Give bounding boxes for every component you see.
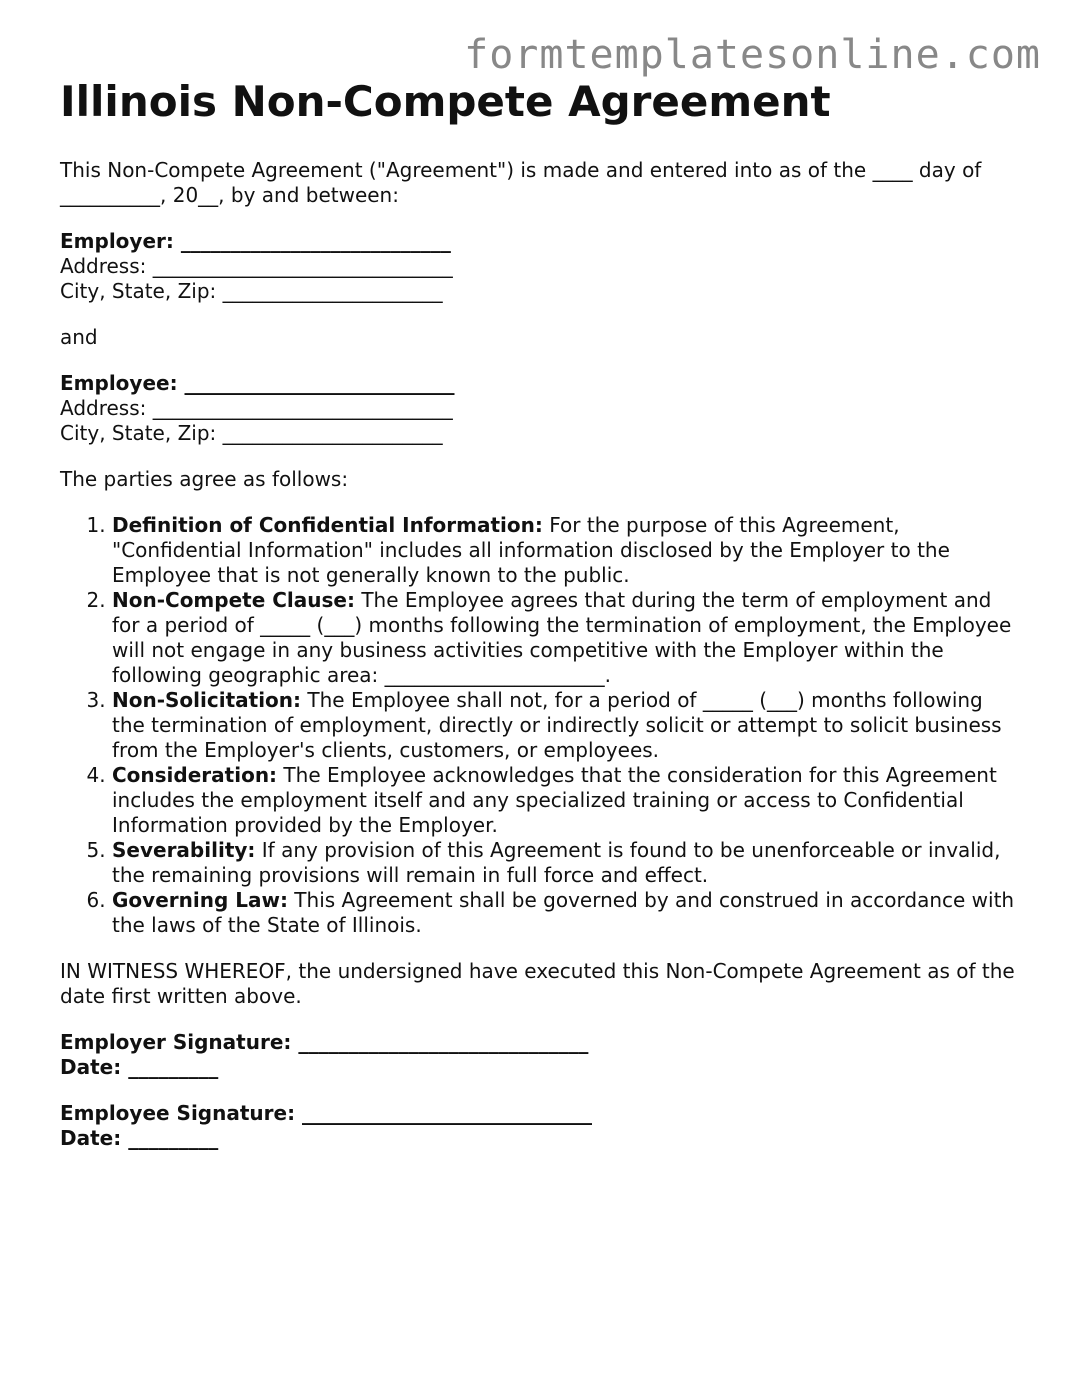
clause-confidential-information bbox=[112, 513, 1015, 588]
witness-paragraph: IN WITNESS WHEREOF, the undersigned have executed this Non-Compete Agreement as of the date first written above. bbox=[60, 959, 1015, 1008]
employer-name-blank: ___________________________ bbox=[173, 229, 451, 253]
clause-text: The Employee shall not, for a period of _____ (___) months following the termination of employment, directly or indirectly solicit or attempt to solicit business from the Employer's clients, customers, or employees. bbox=[112, 688, 1002, 762]
clause-consideration bbox=[112, 763, 1015, 838]
employer-block bbox=[60, 229, 1015, 304]
employer-signature-block bbox=[60, 1030, 1015, 1080]
employee-date-label: Date: bbox=[60, 1126, 122, 1150]
clause-non-solicitation bbox=[112, 688, 1015, 763]
clause-text: This Agreement shall be governed by and construed in accordance with the laws of the State of Illinois. bbox=[112, 888, 1015, 937]
employee-signature-block bbox=[60, 1101, 1015, 1151]
clause-text: The Employee agrees that during the term of employment and for a period of _____ (___) months following the termination of employment, the Employee will not engage in any business activities competitive with the Employer within the following geographic area: ______________________. bbox=[112, 588, 1012, 687]
clause-heading: Definition of Confidential Information: bbox=[112, 513, 543, 537]
watermark: formtemplatesonline.com bbox=[464, 32, 1041, 78]
clause-text: The Employee acknowledges that the consideration for this Agreement includes the employment itself and any specialized training or access to Confidential Information provided by the Employer. bbox=[112, 763, 997, 837]
clause-severability bbox=[112, 838, 1015, 888]
intro-paragraph: This Non-Compete Agreement ("Agreement") is made and entered into as of the ____ day of __________, 20__, by and between: bbox=[60, 158, 982, 207]
employee-signature-label: Employee Signature: bbox=[60, 1101, 296, 1125]
employer-label: Employer: bbox=[60, 229, 174, 253]
employer-signature-blank: _____________________________ bbox=[291, 1030, 589, 1054]
employer-date-blank: _________ bbox=[121, 1055, 219, 1079]
employee-date-line bbox=[60, 1126, 1015, 1151]
document-page bbox=[60, 78, 1015, 1172]
employer-signature-label: Employer Signature: bbox=[60, 1030, 292, 1054]
employee-line bbox=[60, 371, 1015, 396]
clause-heading: Governing Law: bbox=[112, 888, 288, 912]
clause-text: For the purpose of this Agreement, "Confidential Information" includes all information disclosed by the Employer to the Employee that is not generally known to the public. bbox=[112, 513, 950, 587]
clause-non-compete bbox=[112, 588, 1015, 688]
clause-heading: Severability: bbox=[112, 838, 256, 862]
employee-address: Address: ______________________________ bbox=[60, 396, 453, 420]
clause-governing-law bbox=[112, 888, 1015, 938]
employer-date-label: Date: bbox=[60, 1055, 122, 1079]
employee-block bbox=[60, 371, 1015, 446]
employer-line bbox=[60, 229, 1015, 254]
employee-signature-line bbox=[60, 1101, 1015, 1126]
employee-city-state-zip: City, State, Zip: ______________________ bbox=[60, 421, 443, 445]
clause-heading: Consideration: bbox=[112, 763, 278, 787]
clause-text: If any provision of this Agreement is found to be unenforceable or invalid, the remaining provisions will remain in full force and effect. bbox=[112, 838, 1001, 887]
clause-heading: Non-Compete Clause: bbox=[112, 588, 355, 612]
employee-label: Employee: bbox=[60, 371, 178, 395]
employer-address: Address: ______________________________ bbox=[60, 254, 453, 278]
and-text: and bbox=[60, 325, 98, 349]
document-title: Illinois Non-Compete Agreement bbox=[60, 77, 831, 126]
employee-signature-blank: _____________________________ bbox=[295, 1101, 593, 1125]
employee-name-blank: ___________________________ bbox=[177, 371, 455, 395]
clauses-list bbox=[60, 513, 1015, 938]
employer-date-line bbox=[60, 1055, 1015, 1080]
parties-agree-text: The parties agree as follows: bbox=[60, 467, 349, 491]
employer-signature-line bbox=[60, 1030, 1015, 1055]
employee-date-blank: _________ bbox=[121, 1126, 219, 1150]
clause-heading: Non-Solicitation: bbox=[112, 688, 302, 712]
employer-city-state-zip: City, State, Zip: ______________________ bbox=[60, 279, 443, 303]
